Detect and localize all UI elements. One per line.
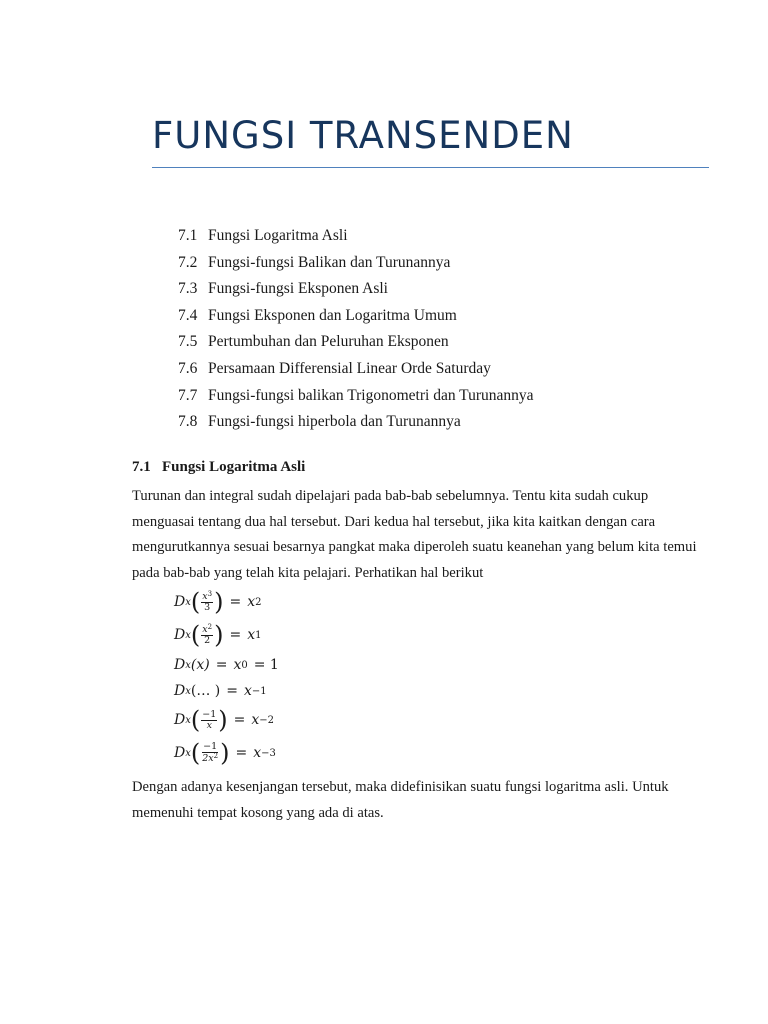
fraction: $\frac{x^2}{2}$ xyxy=(202,623,213,646)
intro-paragraph xyxy=(132,484,712,586)
toc-item: 7.6 Persamaan Differensial Linear Orde Saturday xyxy=(178,359,491,377)
equation-6: D x ( $\frac{-1}{2x^2}$ ) = x −3 xyxy=(174,739,276,767)
toc-item: 7.1 Fungsi Logaritma Asli xyxy=(178,227,348,244)
fraction: $\frac{x^3}{3}$ xyxy=(202,590,213,613)
paragraph-line: memenuhi tempat kosong yang ada di atas. xyxy=(132,804,384,821)
toc-item: 7.7 Fungsi-fungsi balikan Trigonometri dan Turunannya xyxy=(178,386,534,404)
paragraph-line: pada bab-bab yang telah kita pelajari. Perhatikan hal berikut xyxy=(132,564,484,581)
equation-3: D x (x) = x 0 = 1 xyxy=(174,657,279,673)
chapter-title: FUNGSI TRANSENDEN xyxy=(152,114,574,157)
toc-item: 7.3 Fungsi-fungsi Eksponen Asli xyxy=(178,280,388,298)
equation-2: D x ( $\frac{x^2}{2}$ ) = x 1 xyxy=(174,621,262,649)
fraction: $\frac{-1}{2x^2}$ xyxy=(202,741,219,764)
toc-item: 7.4 Fungsi Eksponen dan Logaritma Umum xyxy=(178,306,457,324)
paragraph-line: Dengan adanya kesenjangan tersebut, maka didefinisikan suatu fungsi logaritma asli. Untuk xyxy=(132,779,669,795)
paragraph-line: mengurutkannya sesuai besarnya pangkat maka diperoleh suatu keanehan yang belum kita temui xyxy=(132,539,697,555)
toc-item: 7.2 Fungsi-fungsi Balikan dan Turunannya xyxy=(178,253,451,271)
title-divider xyxy=(152,167,709,168)
table-of-contents xyxy=(178,223,534,436)
toc-item: 7.8 Fungsi-fungsi hiperbola dan Turunannya xyxy=(178,413,461,431)
paragraph-line: Turunan dan integral sudah dipelajari pada bab-bab sebelumnya. Tentu kita sudah cukup xyxy=(132,488,649,504)
equation-4: D x (… ) = x −1 xyxy=(174,683,267,699)
paragraph-line: menguasai tentang dua hal tersebut. Dari kedua hal tersebut, jika kita kaitkan dengan cara xyxy=(132,513,656,530)
fraction: $\frac{-1}{x}$ xyxy=(202,708,217,731)
toc-item: 7.5 Pertumbuhan dan Peluruhan Eksponen xyxy=(178,333,449,351)
equation-5: D x ( $\frac{-1}{x}$ ) = x −2 xyxy=(174,706,275,734)
equation-1: D x ( $\frac{x^3}{3}$ ) = x 2 xyxy=(174,588,262,616)
section-heading: 7.1 Fungsi Logaritma Asli xyxy=(132,459,306,475)
closing-paragraph xyxy=(132,775,712,826)
